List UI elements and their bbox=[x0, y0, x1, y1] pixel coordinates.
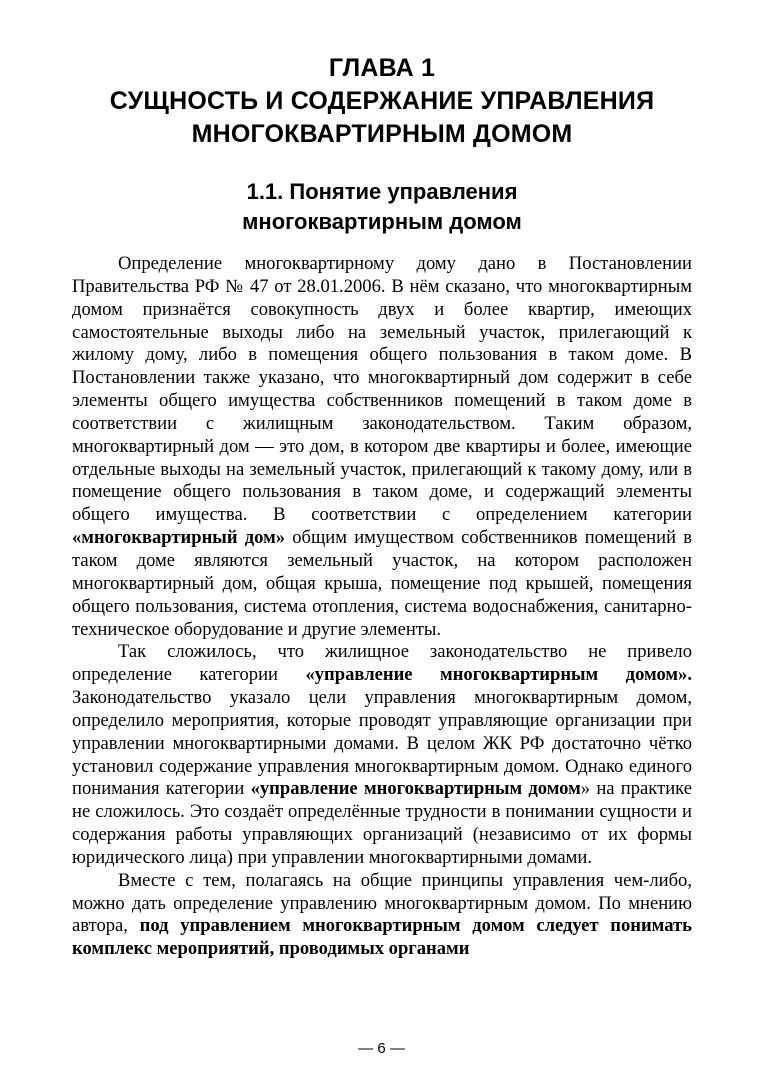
definition-emphasis: под управлением многоквартирным домом следует понимать комплекс мероприятий, проводимых органами bbox=[72, 915, 692, 960]
paragraph-2: Так сложилось, что жилищное законодательство не привело определение категории «управление многоквартирным домом». Законодательство указало цели управления многоквартирным домом, определило мероприятия, которые проводят управляющие организации при управлении многоквартирными домами. В целом ЖК РФ достаточно чётко установил содержание управления многоквартирным домом. Однако единого понимания категории «управление многоквартирным домом» на практике не сложилось. Это создаёт определённые трудности в понимании сущности и содержания работы управляющих организаций (независимо от их формы юридического лица) при управлении многоквартирными домами. bbox=[72, 641, 692, 868]
page-number: — 6 — bbox=[358, 1040, 405, 1057]
paragraph-3: Вместе с тем, полагаясь на общие принципы управления чем-либо, можно дать определение управлению многоквартирным домом. По мнению автора, под управлением многоквартирным домом следует понимать комплекс мероприятий, проводимых органами bbox=[72, 869, 692, 960]
term-building-management-2: «управление многоквартирным домом bbox=[250, 778, 581, 800]
book-page bbox=[72, 52, 692, 961]
body-text bbox=[72, 253, 692, 961]
chapter-heading bbox=[72, 52, 692, 151]
section-title-line-2: многоквартирным домом bbox=[242, 209, 522, 234]
chapter-title-line-1: СУЩНОСТЬ И СОДЕРЖАНИЕ УПРАВЛЕНИЯ bbox=[109, 87, 655, 115]
chapter-number: ГЛАВА 1 bbox=[328, 54, 436, 82]
paragraph-1: Определение многоквартирному дому дано в Постановлении Правительства РФ № 47 от 28.01.2006. В нём сказано, что многоквартирным домом признаётся совокупность двух и более квартир, имеющих самостоятельные выходы либо на земельный участок, прилегающий к жилому дому, либо в помещения общего пользования в таком доме. В Постановлении также указано, что многоквартирный дом содержит в себе элементы общего имущества собственников помещений в таком доме в соответствии с жилищным законодательством. Таким образом, многоквартирный дом — это дом, в котором две квартиры и более, имеющие отдельные выходы на земельный участок, прилегающий к такому дому, или в помещение общего пользования в таком доме, и содержащий элементы общего имущества. В соответствии с определением категории «многоквартирный дом» общим имуществом собственников помещений в таком доме являются земельный участок, на котором расположен многоквартирный дом, общая крыша, помещение под крышей, помещения общего пользования, система отопления, система водоснабжения, санитарно-техническое оборудование и другие элементы. bbox=[72, 253, 692, 640]
section-heading bbox=[72, 177, 692, 237]
chapter-title-line-2: МНОГОКВАРТИРНЫМ ДОМОМ bbox=[191, 120, 573, 148]
term-building-management: «управление многоквартирным домом». bbox=[305, 664, 692, 686]
section-title-line-1: 1.1. Понятие управления bbox=[246, 179, 518, 204]
term-apartment-building: «многоквартирный дом» bbox=[72, 527, 286, 549]
